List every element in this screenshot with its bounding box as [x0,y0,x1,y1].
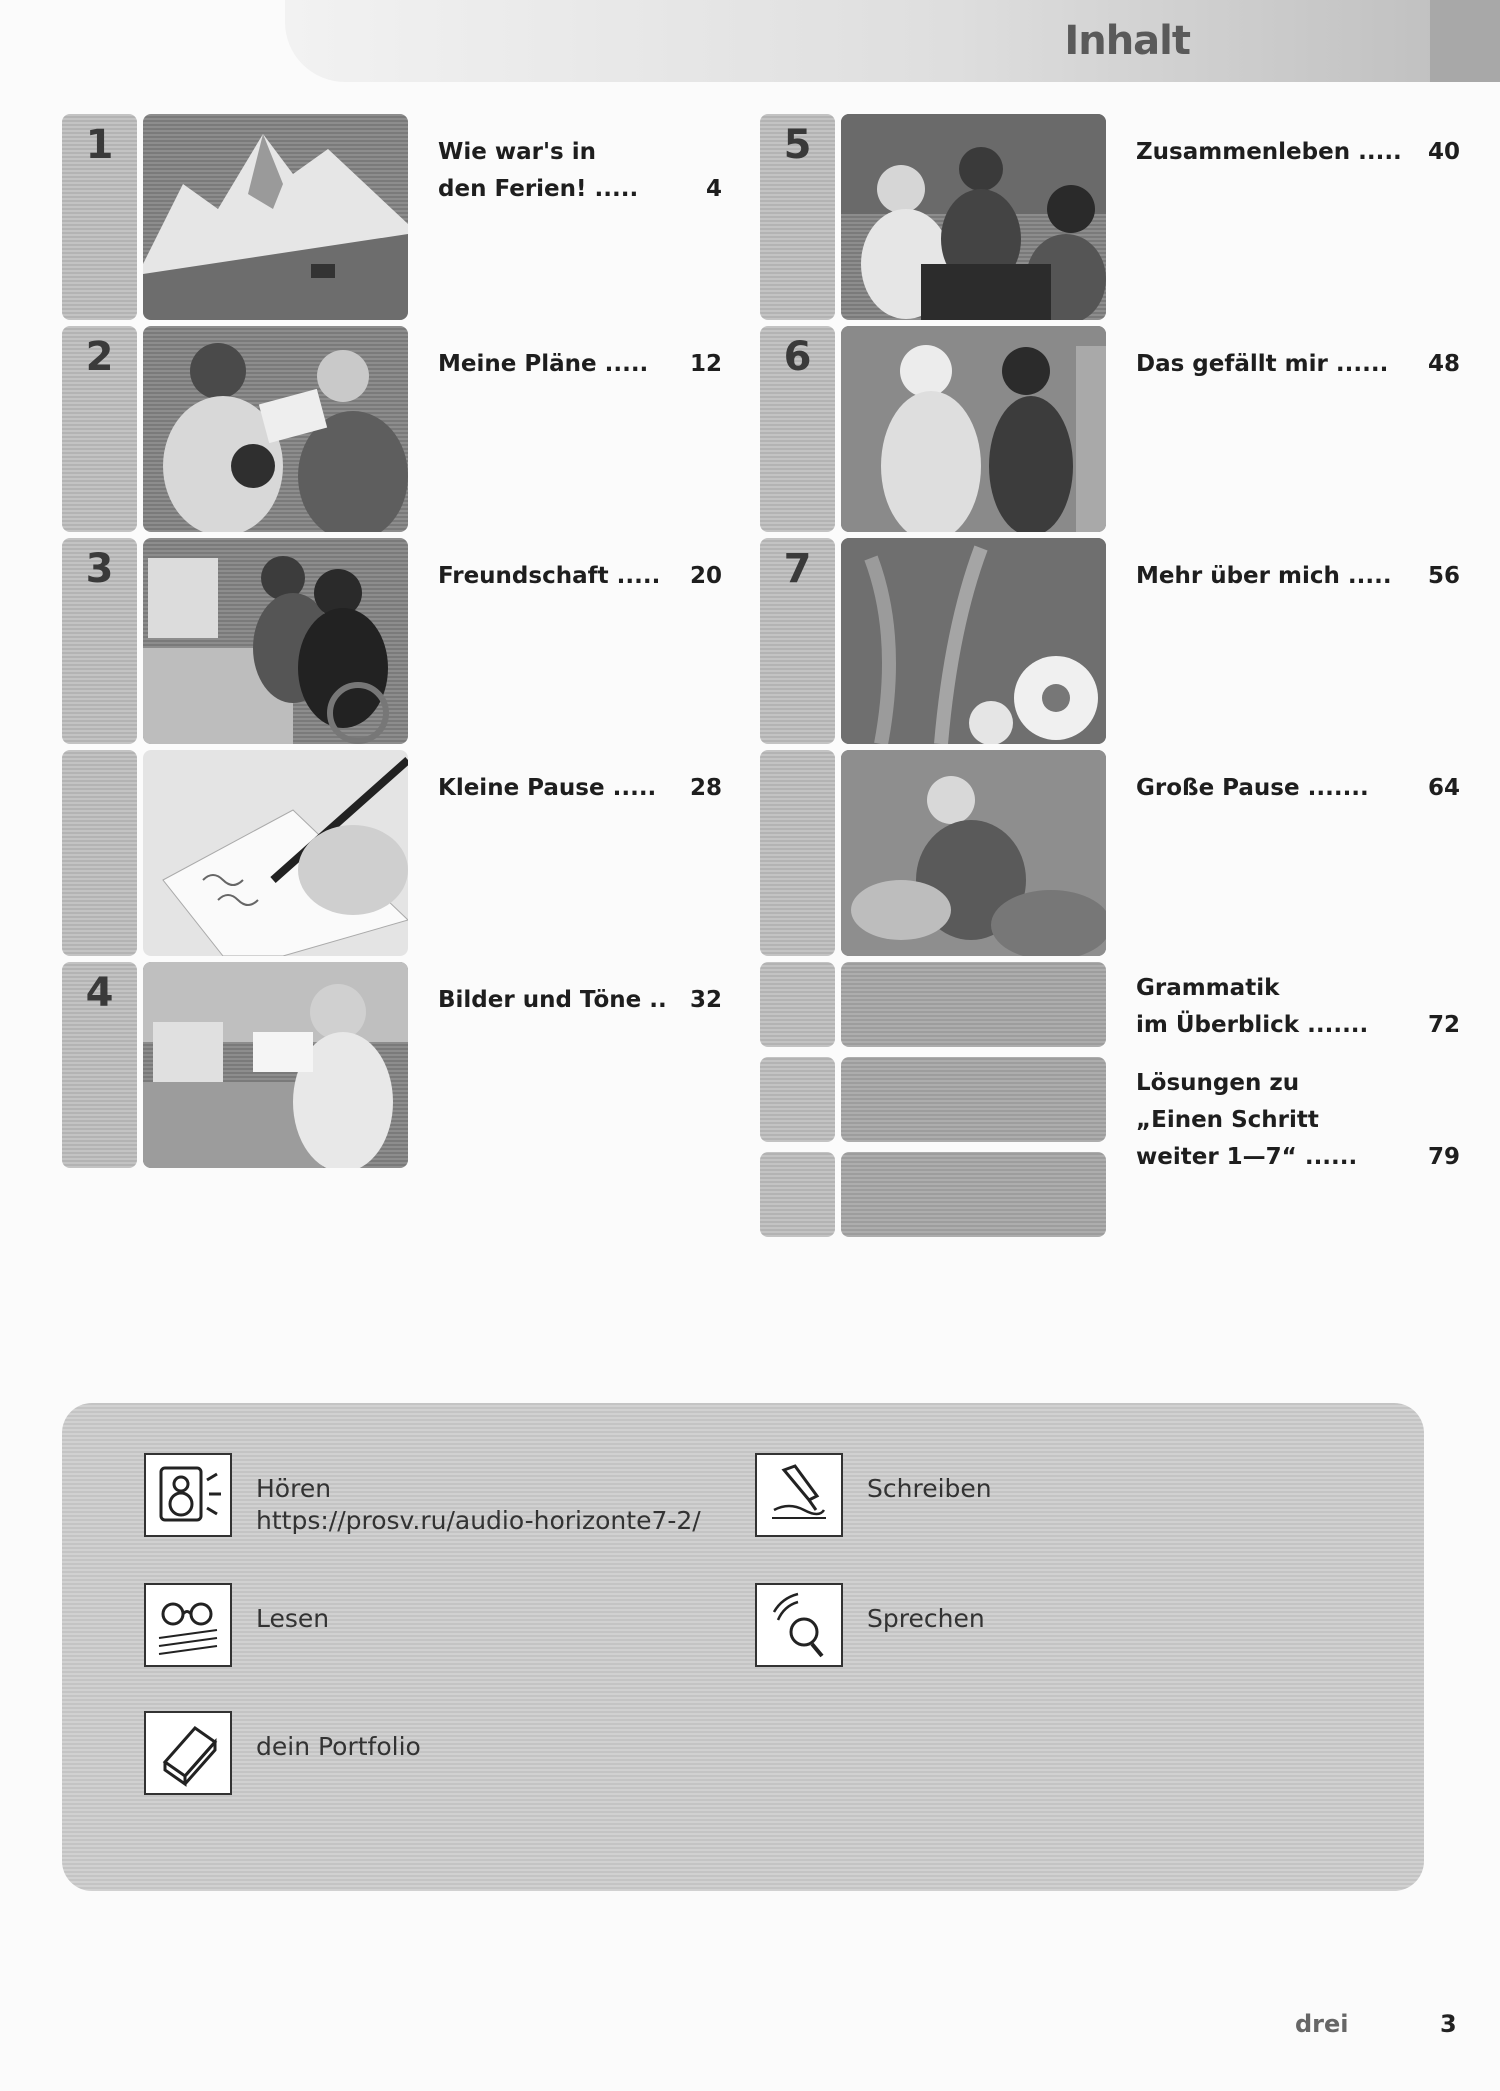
header-tab [1430,0,1500,82]
legend-label: Hören [256,1474,332,1503]
chapter-number-tab: 7 [760,538,835,744]
chapter-row[interactable]: 4 Bilder und Töne .. 32 [62,962,762,1168]
chapter-row[interactable]: 6 Das gefällt mir ...... 48 [760,326,1460,532]
legend-lesen [144,1583,329,1667]
icon-legend [62,1403,1424,1891]
chapter-photo-outdoor [841,750,1106,956]
chapter-photo-family [841,114,1106,320]
legend-label: Schreiben [867,1474,992,1503]
chapter-photo-mountains [143,114,408,320]
chapter-photo-computer [143,538,408,744]
chapter-photo-desk [143,962,408,1168]
chapter-number-tab: 1 [62,114,137,320]
legend-label: Sprechen [867,1604,985,1633]
grammatik-entry[interactable]: Grammatik im Überblick ....... 72 [1136,975,1460,1038]
chapter-photo-flowers [841,538,1106,744]
chapter-number-tab: 2 [62,326,137,532]
chapter-row[interactable]: 2 Meine Pläne ..... 12 [62,326,762,532]
chapter-number-tab: 5 [760,114,835,320]
extra-tab [760,1152,1105,1237]
legend-label: Lesen [256,1604,330,1633]
chapter-number-tab: 6 [760,326,835,532]
chapter-row[interactable]: 7 Mehr über mich ..... 56 [760,538,1460,744]
legend-label: dein Portfolio [256,1732,421,1761]
chapter-number-tab: 3 [62,538,137,744]
chapter-row[interactable]: 5 Zusammenleben ..... 40 [760,114,1460,320]
grammatik-tab [760,962,1105,1047]
chapter-row[interactable]: Kleine Pause ..... 28 [62,750,762,956]
legend-schreiben [755,1453,992,1537]
reading-glasses-icon [144,1583,232,1667]
chapter-photo-students [143,326,408,532]
legend-portfolio [144,1711,421,1795]
page-number-word: drei [1295,2010,1349,2038]
chapter-row[interactable]: 1 Wie war's in den Ferien! ..... 4 [62,114,762,320]
header-band [285,0,1500,82]
loesungen-entry[interactable]: Lösungen zu „Einen Schritt weiter 1—7“ ...... 79 [1136,1070,1460,1170]
page-number: 3 [1440,2010,1457,2038]
microphone-icon [755,1583,843,1667]
chapter-row[interactable]: Große Pause ....... 64 [760,750,1460,956]
audio-link[interactable]: https://prosv.ru/audio-horizonte7-2/ [256,1506,701,1535]
chapter-row[interactable]: 3 Freundschaft ..... 20 [62,538,762,744]
legend-hoeren [144,1453,701,1537]
page-title: Inhalt [1064,18,1190,64]
chapter-photo-shopping [841,326,1106,532]
chapter-number-tab [760,750,835,956]
chapter-photo-writing [143,750,408,956]
chapter-number-tab [62,750,137,956]
legend-sprechen [755,1583,985,1667]
writing-hand-icon [755,1453,843,1537]
loesungen-tab [760,1057,1105,1142]
chapter-number-tab: 4 [62,962,137,1168]
speaker-icon [144,1453,232,1537]
book-icon [144,1711,232,1795]
